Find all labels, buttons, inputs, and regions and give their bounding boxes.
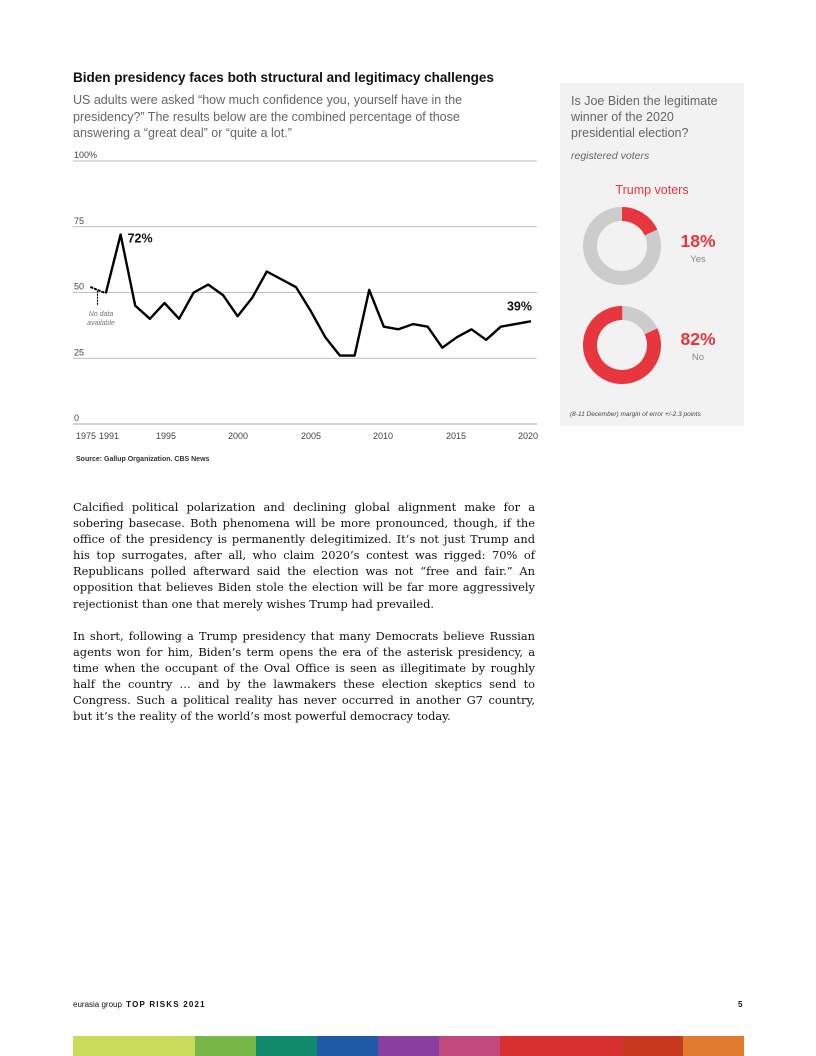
- band-segment: [73, 1036, 134, 1056]
- footer-title: TOP RISKS 2021: [126, 1000, 206, 1009]
- annotation-latest: 39%: [506, 299, 532, 314]
- x-tick-label: 2015: [445, 431, 467, 441]
- band-segment: [378, 1036, 439, 1056]
- band-segment: [134, 1036, 195, 1056]
- no-data-segment: [91, 287, 104, 305]
- footer-brand-name: eurasia group: [73, 1000, 122, 1009]
- y-tick-label: 75: [74, 215, 85, 226]
- panel-group-label: Trump voters: [615, 183, 689, 197]
- series-line: [106, 235, 530, 356]
- band-segment: [561, 1036, 622, 1056]
- panel-note: (8-11 December) margin of error +/-2.3 points: [570, 411, 701, 418]
- x-tick-label: 1995: [155, 431, 177, 441]
- band-segment: [622, 1036, 683, 1056]
- annotation-peak: 72%: [127, 231, 153, 246]
- x-tick-label: 2010: [372, 431, 394, 441]
- yes-donut: [582, 206, 662, 286]
- x-tick-labels: [76, 431, 538, 441]
- panel-question: Is Joe Biden the legitimate winner of the 2020 presidential election?: [571, 94, 718, 140]
- y-tick-label: 50: [74, 281, 85, 292]
- y-tick-labels: [74, 150, 97, 423]
- band-segment: [195, 1036, 256, 1056]
- chart-source: Source: Gallup Organization. CBS News: [76, 456, 210, 463]
- band-segment: [439, 1036, 500, 1056]
- y-tick-label: 100%: [74, 150, 98, 160]
- x-tick-label: 2020: [517, 431, 539, 441]
- band-segment: [683, 1036, 744, 1056]
- no-donut-slice: [582, 305, 662, 385]
- yes-label: Yes: [690, 254, 706, 265]
- body-paragraph-1: Calcified political polarization and declining global alignment make for a sobering basecase. Both phenomena will be more pronounced, though, if the office of the presidency is permanently delegitimized. It’s not just Trump and his top surrogates, after all, who claim 2020’s contest was rigged: 70% of Republicans polled afterward said the election was not “free and fair.” An opposition that believes Biden stole the election will be far more aggressively rejectionist than one that merely wishes Trump had prevailed.: [73, 500, 535, 611]
- chart-title: Biden presidency faces both structural and legitimacy challenges: [73, 70, 494, 85]
- y-tick-label: 0: [74, 413, 80, 423]
- legitimacy-panel: [560, 83, 744, 426]
- no-percent: 82%: [680, 329, 716, 349]
- decorative-color-band: [73, 1036, 744, 1056]
- x-tick-label: 1991: [98, 431, 120, 441]
- chart-subtitle: US adults were asked “how much confidence you, yourself have in the presidency?” The results below are the combined percentage of those answering a “great deal” or “quite a lot.”: [73, 93, 463, 140]
- x-tick-label: 2000: [227, 431, 249, 441]
- no-donut: [582, 305, 662, 385]
- band-segment: [317, 1036, 378, 1056]
- x-tick-label: 2005: [300, 431, 322, 441]
- y-tick-label: 25: [74, 347, 85, 358]
- page-number: 5: [738, 1000, 743, 1009]
- footer-brand: [73, 1000, 206, 1009]
- no-data-label-line2: available: [87, 320, 115, 327]
- yes-percent: 18%: [680, 231, 716, 251]
- band-segment: [500, 1036, 561, 1056]
- no-data-label-line1: No data: [88, 311, 114, 318]
- gridlines: [73, 161, 537, 424]
- body-paragraph-2: In short, following a Trump presidency that many Democrats believe Russian agents won for him, Biden’s term opens the era of the asterisk presidency, a time when the occupant of the Oval Office is seen as illegitimate by roughly half the country … and by the lawmakers these election skeptics send to Congress. Such a political reality has never occurred in another G7 country, but it’s the reality of the world’s most powerful democracy today.: [73, 629, 535, 724]
- no-label: No: [691, 352, 705, 363]
- band-segment: [256, 1036, 317, 1056]
- panel-subtitle: registered voters: [571, 150, 650, 162]
- x-tick-label: 1975: [75, 431, 97, 441]
